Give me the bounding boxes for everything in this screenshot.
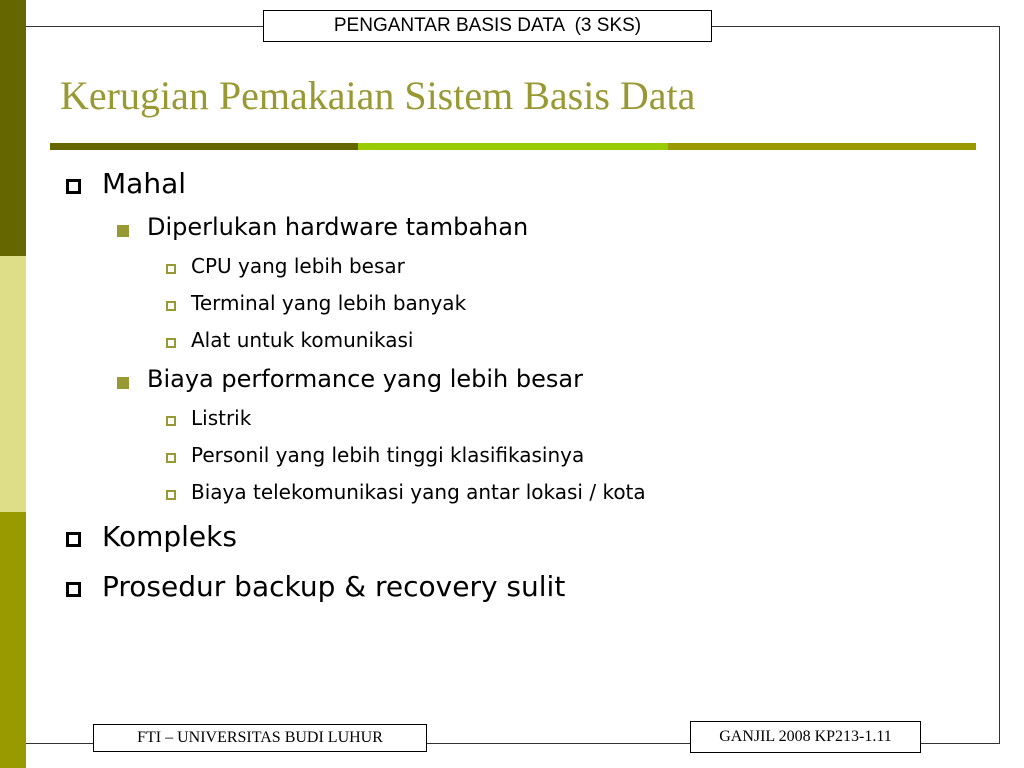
small-square-bullet-icon <box>166 264 176 274</box>
footer-slide-code: GANJIL 2008 KP213-1.11 <box>690 721 921 753</box>
bullet-level3: Alat untuk komunikasi <box>191 328 414 352</box>
bullet-level2: Biaya performance yang lebih besar <box>147 365 583 393</box>
course-header: PENGANTAR BASIS DATA (3 SKS) <box>263 10 712 42</box>
frame-right-line <box>999 26 1000 744</box>
slide-title: Kerugian Pemakaian Sistem Basis Data <box>60 73 696 118</box>
small-square-bullet-icon <box>166 301 176 311</box>
bullet-level1: Prosedur backup & recovery sulit <box>102 570 566 603</box>
hollow-square-bullet-icon <box>66 179 81 194</box>
bullet-level3: Biaya telekomunikasi yang antar lokasi / kota <box>191 480 646 504</box>
small-square-bullet-icon <box>166 338 176 348</box>
title-rule-segment-1 <box>50 143 358 150</box>
small-square-bullet-icon <box>166 490 176 500</box>
hollow-square-bullet-icon <box>66 582 81 597</box>
left-strip-dark <box>0 0 26 256</box>
small-square-bullet-icon <box>166 416 176 426</box>
filled-square-bullet-icon <box>117 377 129 389</box>
bullet-level3: Terminal yang lebih banyak <box>191 291 467 315</box>
left-strip-light <box>0 256 26 512</box>
title-rule-segment-3 <box>668 143 976 150</box>
filled-square-bullet-icon <box>117 225 129 237</box>
bullet-level1: Mahal <box>102 167 186 200</box>
bullet-level1: Kompleks <box>102 520 237 553</box>
hollow-square-bullet-icon <box>66 532 81 547</box>
bullet-level3: CPU yang lebih besar <box>191 254 405 278</box>
bullet-level3: Personil yang lebih tinggi klasifikasinya <box>191 443 585 467</box>
bullet-level3: Listrik <box>191 406 252 430</box>
bullet-level2: Diperlukan hardware tambahan <box>147 213 529 241</box>
title-rule-segment-2 <box>358 143 668 150</box>
footer-institution: FTI – UNIVERSITAS BUDI LUHUR <box>93 724 427 752</box>
small-square-bullet-icon <box>166 453 176 463</box>
left-strip-mid <box>0 512 26 768</box>
